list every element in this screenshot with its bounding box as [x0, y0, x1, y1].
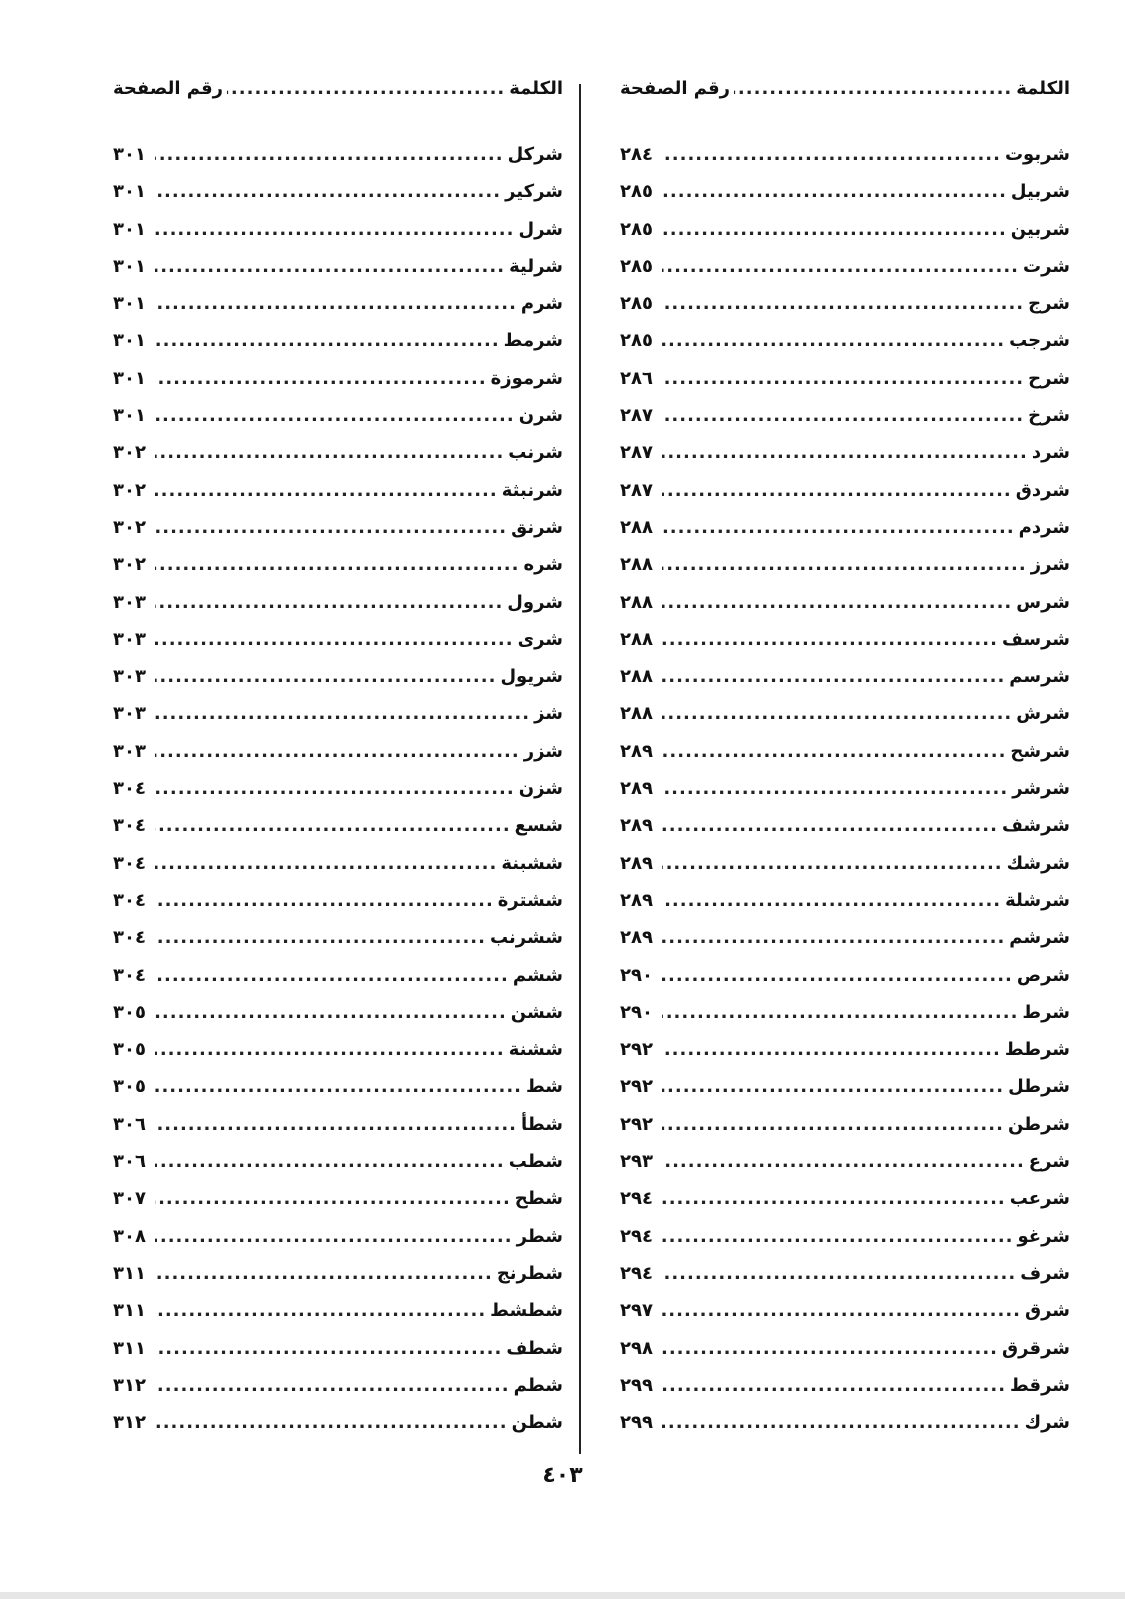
column-header: [620, 78, 1070, 108]
index-entry: [113, 1375, 563, 1412]
entry-word: شرق: [1025, 1300, 1070, 1322]
entry-page-number: ٣٠٨: [113, 1225, 146, 1247]
entry-page-number: ٣٠٣: [113, 666, 146, 688]
index-entry: [620, 1338, 1070, 1375]
index-entry: [113, 442, 563, 479]
entry-word: شرشح: [1010, 740, 1070, 762]
entry-word: شرص: [1016, 964, 1070, 986]
entry-word: شرشف: [1001, 815, 1070, 837]
leader-dots: [155, 965, 509, 986]
leader-dots: [662, 1076, 1004, 1097]
entry-word: شرل: [518, 218, 563, 240]
index-entry: [620, 554, 1070, 591]
entry-page-number: ٢٨٥: [620, 218, 653, 240]
entry-page-number: ٣٠٢: [113, 479, 146, 501]
entry-page-number: ٢٨٨: [620, 666, 653, 688]
header-word-label: الكلمة: [1016, 78, 1070, 99]
index-entry: [113, 1300, 563, 1337]
leader-dots: [662, 554, 1027, 575]
entry-page-number: ٢٨٥: [620, 181, 653, 203]
index-entry: [113, 853, 563, 890]
entry-word: شرعب: [1009, 1188, 1070, 1210]
leader-dots: [662, 629, 998, 650]
leader-dots: [155, 1039, 505, 1060]
entry-page-number: ٣٠٦: [113, 1151, 146, 1173]
entry-word: شزن: [518, 778, 563, 800]
index-entry: [620, 965, 1070, 1002]
entry-word: شربيل: [1010, 181, 1070, 203]
entry-word: شطح: [514, 1188, 563, 1210]
index-entry: [620, 1076, 1070, 1113]
index-entry: [113, 1002, 563, 1039]
entry-word: شطرنج: [496, 1262, 563, 1284]
entry-word: شطب: [508, 1151, 563, 1173]
index-entry: [113, 1114, 563, 1151]
entry-word: ششم: [512, 964, 563, 986]
index-entry: [113, 890, 563, 927]
entry-page-number: ٣٠٣: [113, 740, 146, 762]
leader-dots: [155, 1002, 507, 1023]
index-entry: [113, 256, 563, 293]
leader-dots: [662, 965, 1013, 986]
entry-word: شره: [523, 554, 563, 576]
entry-page-number: ٣٠٤: [113, 815, 146, 837]
entry-word: شرشلة: [1005, 889, 1070, 911]
entry-page-number: ٢٨٩: [620, 927, 653, 949]
index-entry: [113, 330, 563, 367]
entry-page-number: ٣١١: [113, 1337, 146, 1359]
entry-page-number: ٣٠٥: [113, 1001, 146, 1023]
entry-page-number: ٣٠٤: [113, 927, 146, 949]
index-entry: [620, 815, 1070, 852]
leader-dots: [662, 1151, 1025, 1172]
leader-dots: [155, 1226, 513, 1247]
entry-page-number: ٢٨٥: [620, 293, 653, 315]
entry-page-number: ٢٨٧: [620, 442, 653, 464]
index-entry: [113, 144, 563, 181]
index-entry: [113, 629, 563, 666]
column-divider: [579, 84, 581, 1454]
entry-word: ششرنب: [489, 927, 563, 949]
entries-list: [620, 144, 1070, 1449]
entry-word: شرخ: [1028, 405, 1070, 427]
leader-dots: [155, 405, 515, 426]
leader-dots: [155, 181, 501, 202]
entry-word: شرت: [1023, 255, 1070, 277]
index-entry: [620, 219, 1070, 256]
index-entry: [113, 1263, 563, 1300]
entry-page-number: ٢٩٤: [620, 1188, 653, 1210]
leader-dots: [155, 1338, 502, 1359]
leader-dots: [662, 181, 1007, 202]
index-entry: [113, 181, 563, 218]
entry-page-number: ٢٩٩: [620, 1412, 653, 1434]
entry-page-number: ٢٩٤: [620, 1225, 653, 1247]
entry-page-number: ٢٨٨: [620, 591, 653, 613]
entry-page-number: ٣٠٥: [113, 1076, 146, 1098]
index-column-right: [620, 78, 1070, 1449]
entry-page-number: ٣٠٢: [113, 516, 146, 538]
leader-dots: [662, 1114, 1004, 1135]
entry-word: شزر: [523, 740, 563, 762]
leader-dots: [662, 405, 1024, 426]
index-entry: [620, 480, 1070, 517]
entry-word: شرس: [1016, 591, 1070, 613]
leader-dots: [155, 1188, 511, 1209]
entry-word: شط: [526, 1076, 563, 1098]
entry-page-number: ٢٩٠: [620, 964, 653, 986]
leader-dots: [155, 815, 511, 836]
entry-word: شرغو: [1017, 1225, 1070, 1247]
entry-word: شطن: [511, 1412, 563, 1434]
leader-dots: [155, 330, 500, 351]
entry-page-number: ٢٨٨: [620, 554, 653, 576]
leader-dots: [155, 554, 519, 575]
entry-word: شرع: [1028, 1151, 1070, 1173]
index-entry: [620, 330, 1070, 367]
leader-dots: [662, 890, 1001, 911]
leader-dots: [155, 1300, 486, 1321]
index-entry: [620, 368, 1070, 405]
entry-page-number: ٣٠٢: [113, 554, 146, 576]
leader-dots: [662, 1002, 1018, 1023]
index-entry: [620, 517, 1070, 554]
index-entry: [113, 554, 563, 591]
leader-dots: [155, 219, 514, 240]
entry-word: شركير: [505, 181, 563, 203]
leader-dots: [662, 442, 1028, 463]
index-column-left: [113, 78, 563, 1449]
entry-page-number: ٣٠٣: [113, 591, 146, 613]
leader-dots: [662, 144, 1001, 165]
index-entry: [113, 1412, 563, 1449]
entry-word: شرد: [1031, 442, 1070, 464]
entry-word: شريول: [500, 666, 563, 688]
entry-word: ششترة: [497, 889, 563, 911]
entry-word: شطم: [513, 1374, 563, 1396]
leader-dots: [662, 517, 1015, 538]
index-entry: [620, 927, 1070, 964]
index-entry: [620, 181, 1070, 218]
leader-dots: [662, 741, 1006, 762]
entry-page-number: ٢٩٤: [620, 1262, 653, 1284]
entry-page-number: ٢٨٩: [620, 778, 653, 800]
entry-word: ششبنة: [501, 852, 563, 874]
entry-page-number: ٣٠١: [113, 293, 146, 315]
leader-dots: [662, 330, 1005, 351]
entry-word: شردق: [1015, 479, 1070, 501]
leader-dots: [662, 778, 1008, 799]
entry-word: شرش: [1016, 703, 1070, 725]
index-entry: [620, 1188, 1070, 1225]
leader-dots: [155, 1263, 493, 1284]
index-entry: [113, 1338, 563, 1375]
entry-page-number: ٢٨٩: [620, 889, 653, 911]
leader-dots: [155, 517, 507, 538]
header-page-label: رقم الصفحة: [113, 78, 224, 99]
entry-page-number: ٣٠٣: [113, 628, 146, 650]
leader-dots: [662, 666, 1005, 687]
leader-dots: [662, 368, 1024, 389]
leader-dots: [155, 144, 504, 165]
index-entry: [113, 927, 563, 964]
entry-word: شرنبثة: [501, 479, 563, 501]
entry-page-number: ٣٠١: [113, 367, 146, 389]
leader-dots: [662, 1226, 1014, 1247]
entry-page-number: ٣٠٤: [113, 964, 146, 986]
entry-word: شرمط: [503, 330, 563, 352]
entry-word: شطشط: [490, 1300, 563, 1322]
entry-word: شردم: [1018, 516, 1070, 538]
entry-page-number: ٢٨٨: [620, 703, 653, 725]
entry-page-number: ٣٠٤: [113, 852, 146, 874]
leader-dots: [662, 293, 1024, 314]
entry-word: شرموزة: [490, 367, 563, 389]
leader-dots: [662, 815, 998, 836]
entry-page-number: ٣٠٥: [113, 1039, 146, 1061]
leader-dots: [155, 480, 498, 501]
entry-word: شرشم: [1009, 927, 1070, 949]
entry-word: شرقرق: [1002, 1337, 1070, 1359]
index-entry: [620, 592, 1070, 629]
leader-dots: [155, 853, 497, 874]
entry-word: شرج: [1028, 293, 1070, 315]
index-entry: [620, 442, 1070, 479]
entry-word: شطر: [516, 1225, 563, 1247]
index-entry: [113, 1076, 563, 1113]
index-entry: [113, 592, 563, 629]
leader-dots: [662, 256, 1019, 277]
scan-bottom-edge: [0, 1592, 1125, 1599]
header-word-label: الكلمة: [509, 78, 563, 99]
entry-page-number: ٣٠٣: [113, 703, 146, 725]
index-entry: [113, 965, 563, 1002]
index-entry: [620, 890, 1070, 927]
leader-dots: [662, 1300, 1021, 1321]
entry-word: شرنق: [511, 516, 563, 538]
entry-word: شرم: [520, 293, 563, 315]
entry-page-number: ٢٩٢: [620, 1113, 653, 1135]
entry-word: شرطل: [1008, 1076, 1070, 1098]
leader-dots: [662, 480, 1012, 501]
index-entry: [620, 1002, 1070, 1039]
index-entry: [113, 480, 563, 517]
leader-dots: [155, 293, 517, 314]
entry-page-number: ٣٠١: [113, 218, 146, 240]
index-entry: [113, 741, 563, 778]
entry-word: شرط: [1022, 1001, 1070, 1023]
leader-dots: [155, 741, 520, 762]
entry-word: شرى: [517, 628, 563, 650]
column-header: [113, 78, 563, 108]
leader-dots: [662, 927, 1005, 948]
entry-page-number: ٣٠٤: [113, 889, 146, 911]
leader-dots: [155, 890, 494, 911]
entry-page-number: ٢٨٧: [620, 405, 653, 427]
index-entry: [620, 1226, 1070, 1263]
index-entry: [620, 144, 1070, 181]
index-entry: [620, 293, 1070, 330]
entry-page-number: ٣١١: [113, 1262, 146, 1284]
index-entry: [113, 368, 563, 405]
index-entry: [113, 293, 563, 330]
index-entry: [620, 1039, 1070, 1076]
entry-page-number: ٢٨٦: [620, 367, 653, 389]
leader-dots: [155, 1375, 510, 1396]
entry-page-number: ٢٨٨: [620, 516, 653, 538]
index-entry: [620, 1375, 1070, 1412]
entry-word: شربوت: [1004, 144, 1070, 165]
leader-dots: [155, 442, 504, 463]
index-entry: [620, 629, 1070, 666]
leader-dots: [662, 219, 1007, 240]
index-entry: [620, 666, 1070, 703]
entry-page-number: ٢٨٩: [620, 740, 653, 762]
entry-page-number: ٢٨٥: [620, 255, 653, 277]
entry-page-number: ٣٠٦: [113, 1113, 146, 1135]
entry-word: شرسف: [1001, 628, 1070, 650]
index-entry: [620, 1263, 1070, 1300]
entry-page-number: ٣١٢: [113, 1412, 146, 1434]
entry-page-number: ٣٠٤: [113, 778, 146, 800]
index-entry: [113, 778, 563, 815]
leader-dots: [734, 78, 1012, 99]
leader-dots: [662, 1375, 1006, 1396]
index-entry: [620, 778, 1070, 815]
entry-word: شرنب: [508, 442, 563, 464]
leader-dots: [662, 1039, 1001, 1060]
entry-word: شربين: [1010, 218, 1070, 240]
entry-page-number: ٢٨٨: [620, 628, 653, 650]
entry-word: شرسم: [1009, 666, 1070, 688]
index-entry: [620, 1114, 1070, 1151]
entry-word: شرف: [1020, 1262, 1070, 1284]
index-entry: [620, 741, 1070, 778]
entry-word: ششنة: [508, 1039, 563, 1061]
index-entry: [113, 517, 563, 554]
entry-page-number: ٢٩٧: [620, 1300, 653, 1322]
index-entry: [113, 219, 563, 256]
entry-page-number: ٣٠١: [113, 144, 146, 165]
leader-dots: [662, 1263, 1016, 1284]
index-entry: [620, 1151, 1070, 1188]
entry-page-number: ٣١٢: [113, 1374, 146, 1396]
entry-page-number: ٣٠١: [113, 330, 146, 352]
leader-dots: [662, 592, 1012, 613]
entries-list: [113, 144, 563, 1449]
entry-page-number: ٢٩٣: [620, 1151, 653, 1173]
entry-word: شرجب: [1009, 330, 1070, 352]
entry-word: شرح: [1028, 367, 1070, 389]
leader-dots: [155, 1076, 522, 1097]
entry-page-number: ٢٩٨: [620, 1337, 653, 1359]
entry-word: شز: [534, 703, 563, 725]
index-entry: [620, 405, 1070, 442]
entry-page-number: ٢٨٥: [620, 330, 653, 352]
leader-dots: [662, 703, 1012, 724]
entry-word: شرشر: [1012, 778, 1070, 800]
entry-word: شركل: [507, 144, 563, 165]
index-entry: [620, 703, 1070, 740]
leader-dots: [155, 1412, 508, 1433]
index-entry: [620, 256, 1070, 293]
leader-dots: [662, 1338, 998, 1359]
index-entry: [113, 1188, 563, 1225]
index-entry: [113, 666, 563, 703]
header-page-label: رقم الصفحة: [620, 78, 731, 99]
index-entry: [113, 703, 563, 740]
leader-dots: [662, 853, 1003, 874]
leader-dots: [155, 703, 530, 724]
entry-word: شرلية: [509, 255, 563, 277]
index-entry: [113, 1226, 563, 1263]
leader-dots: [662, 1412, 1021, 1433]
leader-dots: [155, 1114, 517, 1135]
leader-dots: [155, 1151, 505, 1172]
entry-word: شرن: [518, 405, 563, 427]
entry-page-number: ٢٨٩: [620, 852, 653, 874]
index-entry: [113, 405, 563, 442]
entry-page-number: ٢٨٤: [620, 144, 653, 165]
entry-word: شرشك: [1006, 852, 1070, 874]
entry-word: شرز: [1030, 554, 1070, 576]
index-entry: [113, 1039, 563, 1076]
entry-page-number: ٣٠١: [113, 255, 146, 277]
entry-page-number: ٣٠١: [113, 405, 146, 427]
entry-page-number: ٢٩٢: [620, 1039, 653, 1061]
entry-page-number: ٢٩٠: [620, 1001, 653, 1023]
page-number: ٤٠٣: [542, 1463, 583, 1488]
index-entry: [620, 1412, 1070, 1449]
index-entry: [113, 815, 563, 852]
entry-word: شطأ: [521, 1113, 563, 1135]
index-entry: [620, 853, 1070, 890]
leader-dots: [155, 778, 515, 799]
leader-dots: [662, 1188, 1006, 1209]
index-entry: [620, 1300, 1070, 1337]
entry-page-number: ٢٨٩: [620, 815, 653, 837]
entry-word: شرول: [507, 591, 563, 613]
entry-word: شرطط: [1004, 1039, 1070, 1061]
entry-page-number: ٢٩٢: [620, 1076, 653, 1098]
entry-page-number: ٢٨٧: [620, 479, 653, 501]
entry-word: شرطن: [1007, 1113, 1070, 1135]
entry-word: ششن: [510, 1001, 563, 1023]
leader-dots: [227, 78, 505, 99]
leader-dots: [155, 666, 496, 687]
leader-dots: [155, 368, 487, 389]
leader-dots: [155, 629, 514, 650]
entry-word: شرقط: [1010, 1374, 1070, 1396]
leader-dots: [155, 256, 505, 277]
leader-dots: [155, 592, 503, 613]
entry-page-number: ٣٠٢: [113, 442, 146, 464]
entry-page-number: ٣٠١: [113, 181, 146, 203]
entry-page-number: ٢٩٩: [620, 1374, 653, 1396]
entry-word: شرك: [1024, 1412, 1070, 1434]
index-entry: [113, 1151, 563, 1188]
entry-word: شسع: [514, 815, 563, 837]
entry-page-number: ٣١١: [113, 1300, 146, 1322]
entry-word: شطف: [506, 1337, 563, 1359]
entry-page-number: ٣٠٧: [113, 1188, 146, 1210]
leader-dots: [155, 927, 486, 948]
